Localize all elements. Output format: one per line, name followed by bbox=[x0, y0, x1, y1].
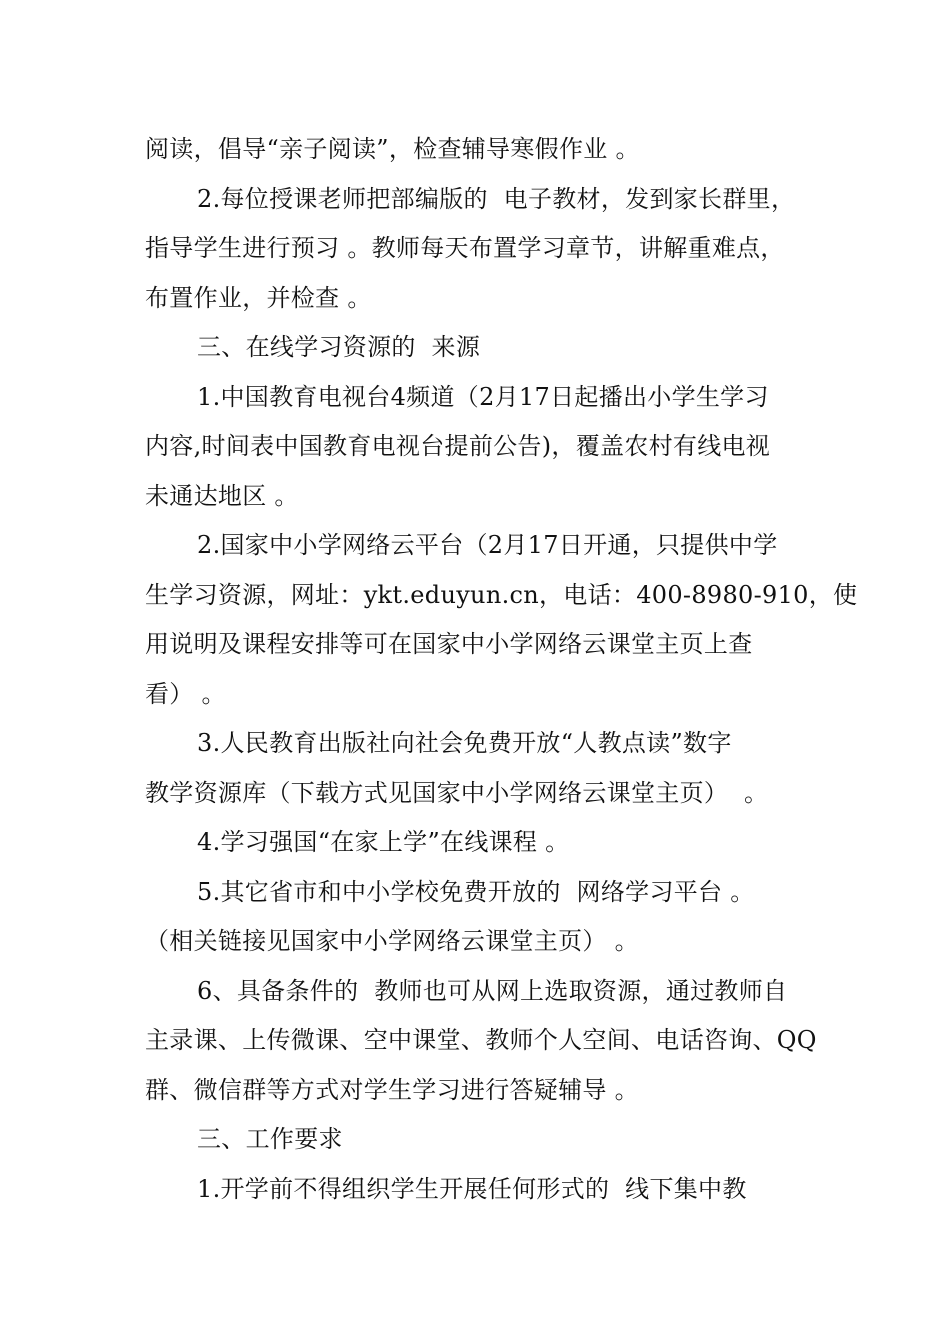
text-line: 6、具备条件的 教师也可从网上选取资源，通过教师自 bbox=[197, 976, 788, 1005]
text-line: 看） 。 bbox=[145, 679, 226, 708]
text-line: 主录课、上传微课、空中课堂、教师个人空间、电话咨询、QQ bbox=[145, 1026, 817, 1054]
text-line: 群、微信群等方式对学生学习进行答疑辅导 。 bbox=[145, 1075, 639, 1104]
text-line: 1.中国教育电视台4频道（2月17日起播出小学生学习 bbox=[197, 382, 769, 411]
text-line: 阅读，倡导“亲子阅读”，检查辅导寒假作业 。 bbox=[145, 135, 640, 163]
text-line: 教学资源库（下载方式见国家中小学网络云课堂主页） 。 bbox=[145, 778, 769, 807]
text-line: 1.开学前不得组织学生开展任何形式的 线下集中教 bbox=[197, 1174, 747, 1203]
text-line: （相关链接见国家中小学网络云课堂主页） 。 bbox=[145, 927, 639, 955]
text-line: 3.人民教育出版社向社会免费开放“人教点读”数字 bbox=[197, 729, 732, 757]
text-line: 4.学习强国“在家上学”在线课程 。 bbox=[197, 828, 570, 856]
text-line: 2.国家中小学网络云平台（2月17日开通，只提供中学 bbox=[197, 531, 778, 559]
document-body bbox=[145, 125, 858, 1214]
section-heading: 三、工作要求 bbox=[197, 1125, 343, 1153]
section-heading: 三、在线学习资源的 来源 bbox=[197, 333, 481, 361]
text-line: 内容,时间表中国教育电视台提前公告)，覆盖农村有线电视 bbox=[145, 432, 771, 460]
text-line: 生学习资源，网址：ykt.eduyun.cn，电话：400-8980-910，使 bbox=[145, 580, 858, 609]
text-line: 未通达地区 。 bbox=[145, 481, 299, 510]
text-line: 用说明及课程安排等可在国家中小学网络云课堂主页上查 bbox=[145, 630, 753, 658]
text-line: 指导学生进行预习 。教师每天布置学习章节，讲解重难点， bbox=[145, 234, 785, 262]
text-line: 5.其它省市和中小学校免费开放的 网络学习平台 。 bbox=[197, 877, 755, 906]
text-line: 布置作业，并检查 。 bbox=[145, 283, 372, 312]
text-line: 2.每位授课老师把部编版的 电子教材，发到家长群里， bbox=[197, 184, 796, 213]
